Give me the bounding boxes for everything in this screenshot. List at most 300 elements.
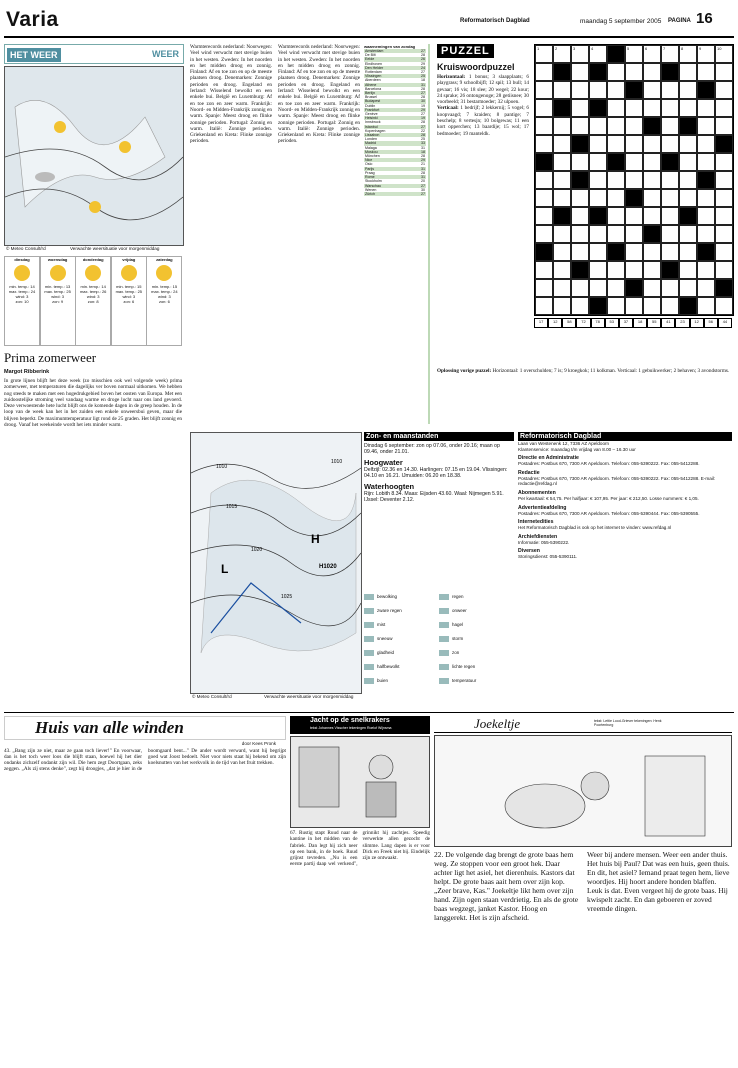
legend-item	[439, 622, 511, 628]
crossword-cell[interactable]	[697, 279, 715, 297]
crossword-cell[interactable]	[535, 135, 553, 153]
crossword-cell[interactable]	[715, 171, 733, 189]
cell-number: 4	[591, 46, 594, 51]
crossword-block	[553, 99, 571, 117]
crossword-cell[interactable]	[643, 297, 661, 315]
crossword-cell[interactable]	[535, 279, 553, 297]
colophon-section-body: Postadres: Postbus 670, 7300 AR Apeldoorn. Telefoon: 055-5390222. Fax: 055-5412288. E-mail: redactie@refdag.nl	[518, 475, 716, 487]
crossword-cell[interactable]	[715, 225, 733, 243]
crossword-cell[interactable]	[679, 99, 697, 117]
crossword-cell[interactable]	[697, 117, 715, 135]
solution-cell[interactable]: 18	[633, 318, 647, 328]
crossword-cell[interactable]	[643, 261, 661, 279]
crossword-block	[661, 261, 679, 279]
weather-europe-text: Warmterecords nederland: Noorwegen: Veel wind verwacht met stevige buien in het westen. Zweden: In het noorden en het midden droog en zonnig. Finland: Af en toe zon en op de meeste plaatsen droog. Denemarken: Zonnige perioden en droog. Engeland en Ierland: Wisselend bewolkt en een enkele bui. België en Luxemburg: Af en toe zon en zeer warm. Frankrijk: Noord- en Midden-Frankrijk zonnig en warm. Spanje: Meest droog en flinke zonnige perioden. Portugal: Zonnig en warm. Italië: Zonnige perioden. Griekenland en Kreta: Flinke zonnige perioden.	[190, 44, 272, 145]
forecast-value: wind: 3	[122, 294, 136, 299]
crossword-cell[interactable]	[571, 243, 589, 261]
strip2-banner	[290, 716, 430, 734]
crossword-cell[interactable]	[589, 279, 607, 297]
crossword-cell[interactable]	[571, 81, 589, 99]
weather-table	[364, 49, 426, 196]
crossword-cell[interactable]	[553, 81, 571, 99]
city-cell: Malaga	[365, 145, 377, 150]
levels-title: Waterhoogten	[364, 482, 415, 492]
colophon-section-head: Redactie	[518, 469, 540, 476]
crossword-cell[interactable]	[679, 171, 697, 189]
isobar-label: 1015	[226, 504, 238, 510]
forecast-value: min. temp.: 13	[44, 284, 71, 289]
crossword-cell[interactable]	[571, 117, 589, 135]
temp-cell: 25	[421, 74, 425, 79]
pressure-map-caption: Verwachte weersituatie voor morgenmiddag	[264, 694, 354, 699]
crossword-cell[interactable]	[535, 225, 553, 243]
crossword-cell[interactable]	[607, 63, 625, 81]
temp-cell: 28	[421, 95, 425, 100]
crossword-cell[interactable]	[679, 243, 697, 261]
temp-cell: 31	[421, 166, 425, 171]
crossword-cell[interactable]	[589, 189, 607, 207]
isobar-label: 1025	[281, 594, 293, 600]
crossword-cell[interactable]	[661, 225, 679, 243]
strip3-text-2: Weer bij andere mensen. Weer een ander thuis. Het huis bij Paul? Dat was een huis, geen thuis. En dit, het asiel? Iemand praat tegen hem, lieve woordjes. Hij hoort andere honden blaffen. Leuk is dat. Even vergeet hij de grote baas. Hij kwispelt zacht. En dan geboeren er zoved vreemde dingen.	[587, 850, 730, 913]
temp-cell: 33	[421, 141, 425, 146]
table-title: waarnemingen van zondag	[364, 44, 416, 49]
forecast-value: min. temp.: 14	[80, 284, 106, 289]
crossword-cell[interactable]	[571, 99, 589, 117]
legend-item	[439, 594, 511, 600]
crossword-cell[interactable]	[607, 81, 625, 99]
city-cell: Istanbul	[365, 124, 378, 129]
crossword-cell[interactable]	[535, 81, 553, 99]
crossword-cell[interactable]	[607, 171, 625, 189]
city-cell: Amsterdam	[365, 49, 384, 53]
temp-cell: 19	[421, 116, 425, 121]
forecast-value: max. temp.: 24	[151, 289, 178, 294]
temp-cell: 27	[421, 183, 425, 188]
crossword-block	[571, 135, 589, 153]
crossword-block	[571, 261, 589, 279]
strip1-banner	[4, 716, 286, 740]
forecast-day-label: donderdag	[82, 257, 104, 262]
crossword-cell[interactable]	[571, 225, 589, 243]
crossword-cell[interactable]	[553, 261, 571, 279]
city-cell: Parijs	[365, 166, 374, 171]
city-cell: Lissabon	[365, 133, 380, 138]
crossword-cell[interactable]	[553, 297, 571, 315]
crossword-cell[interactable]	[697, 135, 715, 153]
weather-logo-right: WEER	[152, 49, 179, 59]
crossword-cell[interactable]	[697, 153, 715, 171]
temp-cell: 31	[421, 175, 425, 180]
cell-number: 3	[573, 46, 576, 51]
crossword-cell[interactable]	[661, 189, 679, 207]
crossword-cell[interactable]	[553, 225, 571, 243]
crossword-cell[interactable]	[589, 261, 607, 279]
pagina-label: PAGINA	[668, 18, 691, 24]
city-cell: Oslo	[365, 162, 373, 167]
crossword-cell[interactable]	[553, 153, 571, 171]
crossword-cell[interactable]	[643, 45, 661, 63]
crossword-cell[interactable]	[643, 135, 661, 153]
crossword-block	[643, 225, 661, 243]
solution-cell[interactable]: 56	[704, 318, 718, 328]
crossword-cell[interactable]	[643, 63, 661, 81]
crossword-cell[interactable]	[679, 279, 697, 297]
strip1-text: 43. „Bang zijn ze niet, maar ze gaan toch liever!" En voorwaar, dan is het toch weer loos die blijft staan, hoewel hij het dier ondanks zichzelf ondankt zijn wil. Die hem zegt Doortgaan, zeks zeggen. „Als zij stens denke", zegt hij droogjes, „dat je hier in de boomgaard bent..." De ander wordt verward, want hij begrijpt goed wat Joost bedoelt. Niet voor niets staat hij bekend om zijn koelsnutten van het werkvolk in de tijd van het fruit trekken.	[4, 747, 286, 773]
crossword-cell[interactable]	[589, 81, 607, 99]
legend-item	[364, 636, 436, 642]
strip3-illustration	[435, 736, 731, 844]
solution-cell[interactable]: 53	[605, 318, 619, 328]
crossword-cell[interactable]	[625, 207, 643, 225]
crossword-cell[interactable]	[697, 225, 715, 243]
crossword-block	[571, 171, 589, 189]
crossword-cell[interactable]	[535, 99, 553, 117]
crossword-cell[interactable]	[715, 261, 733, 279]
crossword-cell[interactable]	[715, 99, 733, 117]
crossword-cell[interactable]	[607, 99, 625, 117]
crossword-cell[interactable]	[607, 261, 625, 279]
legend-label: zware regen	[377, 608, 402, 614]
crossword-cell[interactable]	[589, 153, 607, 171]
crossword-cell[interactable]	[553, 171, 571, 189]
city-cell: Vlissingen	[365, 74, 382, 79]
crossword-cell[interactable]	[679, 153, 697, 171]
city-cell: Budapest	[365, 99, 381, 104]
dog-drawing	[505, 784, 585, 828]
crossword-cell[interactable]	[661, 207, 679, 225]
legend-label: halfbewolkt	[377, 664, 400, 670]
oplossing-text: Horizontaal: 1 overschulden; 7 is; 9 kroegkok; 11 kolkman.	[492, 368, 617, 374]
crossword-cell[interactable]	[643, 189, 661, 207]
strip3-text-columns	[434, 850, 732, 1050]
crossword-cell[interactable]	[661, 279, 679, 297]
gate-drawing	[645, 756, 705, 836]
temp-cell: 18	[421, 78, 425, 83]
forecast-weather-icon	[85, 265, 101, 281]
crossword-cell[interactable]	[571, 45, 589, 63]
city-cell: Zürich	[365, 191, 375, 196]
city-cell: Stockholm	[365, 179, 382, 184]
crossword-block	[715, 279, 733, 297]
crossword-grid[interactable]	[534, 44, 734, 316]
crossword-cell[interactable]	[535, 207, 553, 225]
crossword-cell[interactable]	[625, 135, 643, 153]
crossword-cell[interactable]	[679, 261, 697, 279]
colophon-sections	[518, 455, 732, 560]
crossword-cell[interactable]	[625, 63, 643, 81]
legend-symbol-icon	[364, 608, 374, 614]
forecast-weather-icon	[121, 265, 137, 281]
crossword-cell[interactable]	[571, 207, 589, 225]
crossword-cell[interactable]	[697, 99, 715, 117]
crossword-block	[679, 117, 697, 135]
city-cell: Warschau	[365, 183, 382, 188]
article-title: Prima zomerweer	[4, 350, 97, 365]
map-small-svg	[5, 67, 183, 245]
city-cell: Rome	[365, 175, 375, 180]
crossword-cell[interactable]	[715, 45, 733, 63]
crossword-cell[interactable]	[679, 225, 697, 243]
strip3-title: Joekeltje	[474, 716, 521, 731]
crossword-cell[interactable]	[607, 189, 625, 207]
crossword-cell[interactable]	[661, 81, 679, 99]
crossword-block	[607, 153, 625, 171]
city-cell: Rotterdam	[365, 70, 382, 75]
crossword-cell[interactable]	[643, 171, 661, 189]
crossword-cell[interactable]	[535, 297, 553, 315]
colophon-section-head: Directie en Administratie	[518, 455, 579, 462]
temp-cell: 30	[421, 187, 425, 192]
crossword-cell[interactable]	[661, 99, 679, 117]
solution-cell[interactable]: 12	[690, 318, 704, 328]
colophon-phone: Klantenservice: maandag t/m vrijdag van 8.00 – 16.30 uur	[518, 446, 636, 452]
crossword-cell[interactable]	[697, 297, 715, 315]
crossword-cell[interactable]	[571, 297, 589, 315]
crossword-cell[interactable]	[625, 45, 643, 63]
forecast-value: wind: 3	[86, 294, 100, 299]
crossword-cell[interactable]	[715, 153, 733, 171]
legend-item	[364, 622, 436, 628]
legend-label: regen	[452, 594, 464, 600]
crossword-block	[625, 81, 643, 99]
solution-cell[interactable]: 17	[534, 318, 548, 328]
crossword-cell[interactable]	[661, 117, 679, 135]
crossword-cell[interactable]	[607, 207, 625, 225]
crossword-cell[interactable]	[553, 135, 571, 153]
crossword-cell[interactable]	[661, 171, 679, 189]
crossword-cell[interactable]	[589, 225, 607, 243]
crossword-cell[interactable]	[661, 135, 679, 153]
temp-cell: 28	[421, 170, 425, 175]
solution-cell[interactable]: 41	[661, 318, 675, 328]
crossword-cell[interactable]	[607, 135, 625, 153]
temp-cell: 29	[421, 107, 425, 112]
crossword-cell[interactable]	[625, 261, 643, 279]
crossword-cell[interactable]	[625, 99, 643, 117]
crossword-block	[535, 153, 553, 171]
crossword-cell[interactable]	[535, 171, 553, 189]
temp-cell: 27	[421, 70, 425, 75]
forecast-weather-icon	[156, 265, 172, 281]
section-title: Varia	[6, 8, 59, 31]
legend-symbol-icon	[364, 594, 374, 600]
crossword-block	[589, 297, 607, 315]
crossword-cell[interactable]	[679, 63, 697, 81]
crossword-cell[interactable]	[535, 189, 553, 207]
crossword-cell[interactable]	[553, 243, 571, 261]
crossword-cell[interactable]	[607, 117, 625, 135]
legend-item	[364, 608, 436, 614]
city-cell: Moskou	[365, 149, 378, 154]
strip-joekeltje	[434, 716, 732, 1056]
crossword-cell[interactable]	[715, 189, 733, 207]
forecast-value: zon: 10	[15, 299, 29, 304]
temp-cell: 30	[421, 99, 425, 104]
crossword-cell[interactable]	[625, 153, 643, 171]
puzzle-title: Kruiswoordpuzzel	[437, 62, 515, 72]
strip3-banner	[434, 716, 732, 733]
crossword-cell[interactable]	[571, 63, 589, 81]
forecast-value: max. temp.: 25	[44, 289, 71, 294]
crossword-cell[interactable]	[589, 243, 607, 261]
high-pressure-value: H1020	[319, 564, 337, 570]
forecast-day-label: vrijdag	[122, 257, 136, 262]
legend-item	[439, 664, 511, 670]
forecast-weather-icon	[14, 265, 30, 281]
crossword-cell[interactable]	[697, 189, 715, 207]
crossword-cell[interactable]	[553, 279, 571, 297]
legend-label: storm	[452, 636, 464, 642]
solution-cell[interactable]: 55	[647, 318, 661, 328]
crossword-block	[715, 135, 733, 153]
crossword-cell[interactable]	[535, 63, 553, 81]
crossword-cell[interactable]	[679, 81, 697, 99]
crossword-cell[interactable]	[571, 153, 589, 171]
colophon	[518, 432, 732, 710]
forecast-value: min. temp.: 15	[116, 284, 142, 289]
crossword-cell[interactable]	[589, 45, 607, 63]
solution-cell[interactable]: 78	[591, 318, 605, 328]
legend-symbol-icon	[439, 594, 449, 600]
crossword-block	[697, 81, 715, 99]
crossword-cell[interactable]	[643, 81, 661, 99]
temp-cell: 18	[421, 149, 425, 154]
crossword-cell[interactable]	[697, 45, 715, 63]
crossword-cell[interactable]	[697, 261, 715, 279]
strip1-title: Huis van alle winden	[35, 718, 184, 737]
legend-label: bewolking	[377, 594, 398, 600]
solution-cell[interactable]: 12	[548, 318, 562, 328]
crossword-cell[interactable]	[715, 297, 733, 315]
dog-head	[581, 772, 609, 800]
city-cell: Kopenhagen	[365, 128, 386, 133]
crossword-cell[interactable]	[643, 243, 661, 261]
crossword-cell[interactable]	[679, 45, 697, 63]
forecast-value: max. temp.: 24	[8, 289, 36, 294]
legend-symbol-icon	[364, 636, 374, 642]
crossword-cell[interactable]	[625, 243, 643, 261]
table-row	[364, 192, 426, 196]
temp-cell: 24	[421, 65, 425, 70]
crossword-block	[661, 153, 679, 171]
crossword-cell[interactable]	[553, 117, 571, 135]
tides-title: Hoogwater	[364, 457, 403, 467]
city-cell: Genève	[365, 112, 378, 117]
crossword-cell[interactable]	[607, 225, 625, 243]
solution-cell[interactable]: 37	[619, 318, 633, 328]
crossword-block	[535, 243, 553, 261]
crossword-block	[553, 207, 571, 225]
legend-label: mist	[377, 622, 386, 628]
crossword-cell[interactable]	[535, 45, 553, 63]
crossword-cell[interactable]	[697, 207, 715, 225]
observation-table	[364, 44, 426, 424]
horizontaal-clues: 1 bonus; 3 slaapplaats; 6 playgrass; 9 schoolbijfl; 12 spil; 13 bull; 14 gevaar; 16 vis; 18 slee; 20 wegel; 22 kour; 24 sprake; 26 ontongenoge; 28 getiisnee; 30 voorbeeld; 31 bestarmoeder; 32 ulpoen.	[437, 74, 529, 106]
crossword-cell[interactable]	[571, 189, 589, 207]
crossword-cell[interactable]	[625, 297, 643, 315]
city-cell: Nice	[365, 158, 373, 163]
crossword-cell[interactable]	[535, 261, 553, 279]
crossword-cell[interactable]	[643, 207, 661, 225]
crossword-cell[interactable]	[553, 189, 571, 207]
legend-item	[439, 608, 511, 614]
crossword-block	[607, 45, 625, 63]
horizontaal-label: Horizontaal:	[437, 74, 466, 80]
legend-label: buien	[377, 678, 389, 684]
city-cell: München	[365, 154, 380, 159]
crossword-cell[interactable]	[679, 135, 697, 153]
cell-number: 8	[681, 46, 684, 51]
sun-icon	[54, 121, 66, 133]
crossword-cell[interactable]	[643, 99, 661, 117]
temp-cell: 27	[421, 191, 425, 196]
crossword-cell[interactable]	[715, 117, 733, 135]
crossword-cell[interactable]	[643, 153, 661, 171]
crossword-cell[interactable]	[643, 279, 661, 297]
crossword-cell[interactable]	[535, 117, 553, 135]
solution-cell[interactable]: 44	[718, 318, 732, 328]
crossword-cell[interactable]	[589, 117, 607, 135]
comics-rule	[4, 712, 734, 713]
crossword-cell[interactable]	[625, 117, 643, 135]
crossword-cell[interactable]	[715, 81, 733, 99]
forecast-value: zon: 6	[158, 299, 170, 304]
cell-number: 6	[645, 46, 648, 51]
sun-moon-title: Zon- en maanstanden	[364, 432, 514, 441]
legend-item	[439, 650, 511, 656]
crossword-cell[interactable]	[661, 243, 679, 261]
crossword-cell[interactable]	[679, 189, 697, 207]
solution-cell[interactable]: 23	[675, 318, 689, 328]
low-pressure-label: L	[221, 562, 229, 576]
solution-cell[interactable]: 72	[576, 318, 590, 328]
city-cell: Praag	[365, 170, 375, 175]
city-cell: Den Helder	[365, 65, 384, 70]
crossword-cell[interactable]	[571, 279, 589, 297]
crossword-cell[interactable]	[661, 45, 679, 63]
legend-item	[439, 636, 511, 642]
colophon-section-head: Diversen	[518, 548, 540, 555]
solution-cell[interactable]: 58	[562, 318, 576, 328]
crossword-block	[679, 207, 697, 225]
crossword-cell[interactable]	[661, 297, 679, 315]
weather-logo-text: HET WEER	[7, 48, 61, 62]
article-body: In grote lijnen blijft het deze week (zo misschien ook wel volgende week) prima zomerweer, met temperaturen die dagelijks ver boven normaal uitkomen. We hebben nog steeds te maken met een hogedrukgebied boven het oosten van Europa. Met een zuidoostelijke stroming veel vandaag warme en droge lucht naar ons land gevoerd. Deze verwoestende hete lucht blijft ons de komende dagen in de greep houden. In de loop van de week kan het in het zuiden een enkele onweersbui geven, maar die blijven beperkt. De maximumtemperatuur ligt rond de 25 graden. Het blijft zonnig en droog. Vanaf het weekeinde wordt het iets minder warm.	[4, 378, 182, 429]
temp-cell: 28	[421, 133, 425, 138]
crossword-cell[interactable]	[607, 297, 625, 315]
sun-moon-text: Dinsdag 6 september: zon op 07.06, onder 20.16; maan op 09.46, onder 21.01.	[364, 443, 500, 456]
temp-cell: 27	[421, 49, 425, 53]
crossword-cell[interactable]	[589, 135, 607, 153]
colophon-address: Laan van Westenenk 12, 7336 AZ Apeldoorn	[518, 441, 610, 446]
drawing-body	[366, 782, 396, 817]
legend-symbol-icon	[439, 622, 449, 628]
crossword-cell[interactable]	[715, 63, 733, 81]
crossword-cell[interactable]	[607, 279, 625, 297]
crossword-cell[interactable]	[715, 207, 733, 225]
crossword-cell[interactable]	[589, 171, 607, 189]
city-cell: Frankfurt	[365, 107, 380, 112]
legend-symbol-icon	[364, 678, 374, 684]
weather-article	[4, 350, 182, 674]
crossword-cell[interactable]	[625, 225, 643, 243]
crossword-cell[interactable]	[553, 45, 571, 63]
crossword-cell[interactable]	[697, 63, 715, 81]
city-cell: De Bilt	[365, 53, 376, 58]
crossword-cell[interactable]	[715, 243, 733, 261]
crossword-cell[interactable]	[625, 171, 643, 189]
